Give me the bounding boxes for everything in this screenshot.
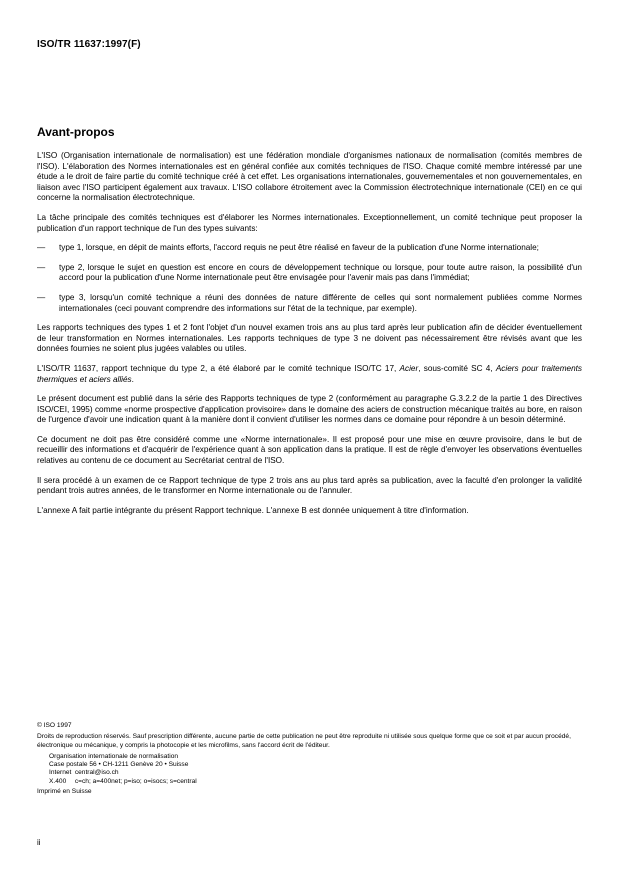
paragraph-examination: Il sera procédé à un examen de ce Rapport technique de type 2 trois ans au plus tard après sa publication, avec la faculté d'en prolonger la validité pendant trois autres années, de le transformer en Norme internationale ou de l'annuler. <box>37 475 582 496</box>
paragraph-publication-series: Le présent document est publié dans la série des Rapports techniques de type 2 (conformément au paragraphe G.3.2.2 de la partie 1 des Directives ISO/CEI, 1995) comme «norme prospective d'application provisoire» dans le domaine des aciers de construction mécanique traités au bore, en raison de l'urgence d'avoir une indication quant à la manière dont il convient d'utiliser les normes dans ce domaine pour répondre à un besoin déterminé. <box>37 394 582 425</box>
list-dash: — <box>37 262 46 272</box>
list-dash: — <box>37 292 46 302</box>
x400-row <box>49 778 582 786</box>
x400-label: X.400 <box>49 777 67 785</box>
publisher-address <box>37 753 582 786</box>
list-item <box>37 263 582 284</box>
postal-address: Case postale 56 • CH-1211 Genève 20 • Suisse <box>49 761 189 769</box>
internet-label: Internet <box>49 769 72 777</box>
paragraph-review: Les rapports techniques des types 1 et 2 font l'objet d'un nouvel examen trois ans au plus tard après leur publication afin de décider éventuellement de leur transformation en Normes internationales. Les rapports techniques de type 3 ne doivent pas nécessairement être révisés avant que les données fournies ne soient plus jugées valables ou utiles. <box>37 323 582 354</box>
rights-notice: Droits de reproduction réservés. Sauf prescription différente, aucune partie de cette publication ne peut être reproduite ni utilisée sous quelque forme que ce soit et par aucun procédé, électronique ou mécanique, y compris la photocopie et les microfilms, sans l'accord écrit de l'éditeur. <box>37 733 571 749</box>
internet-row <box>49 769 582 777</box>
copyright-line: © ISO 1997 <box>37 722 72 729</box>
printed-in: Imprimé en Suisse <box>37 788 92 796</box>
paragraph-annexes: L'annexe A fait partie intégrante du présent Rapport technique. L'annexe B est donnée uniquement à titre d'information. <box>37 505 469 515</box>
paragraph-committee-info <box>37 364 582 385</box>
paragraph-provisional: Ce document ne doit pas être considéré comme une «Norme internationale». Il est proposé pour une mise en œuvre provisoire, dans le but de recueillir des informations et d'acquérir de l'expérience quant à son application dans la pratique. Il est de règle d'envoyer les observations éventuelles relatives au contenu de ce document au Secrétariat central de l'ISO. <box>37 434 582 466</box>
publisher-org: Organisation internationale de normalisation <box>49 752 179 760</box>
list-item-text: type 3, lorsqu'un comité technique a réuni des données de nature différente de celles qui sont normalement publiées comme Normes internationales (ceci pouvant comprendre des informations sur l'état de la technique, par exemple). <box>59 292 582 313</box>
list-item-text: type 2, lorsque le sujet en question est encore en cours de développement technique ou lorsque, pour toute autre raison, la possibilité d'un accord pour la publication d'une Norme internationale peut être envisagée pour l'avenir mais pas dans l'immédiat; <box>59 262 582 283</box>
paragraph-technical-committees: La tâche principale des comités techniques est d'élaborer les Normes internationales. Exceptionnellement, un comité technique peut proposer la publication d'un rapport technique de l'un des types suivants: <box>37 212 582 233</box>
list-dash: — <box>37 243 46 253</box>
committee-text: . <box>131 374 134 384</box>
committee-text: , sous-comité SC 4, <box>418 363 496 373</box>
x400-address: c=ch; a=400net; p=iso; o=isocs; s=central <box>74 777 197 785</box>
committee-title-italic: Acier <box>399 363 419 373</box>
subcommittee-title-italic: Aciers pour traitements thermiques et aciers alliés <box>37 363 582 384</box>
copyright-footer <box>37 722 582 796</box>
paragraph-iso-intro: L'ISO (Organisation internationale de normalisation) est une fédération mondiale d'organismes nationaux de normalisation (comités membres de l'ISO). L'élaboration des Normes internationales est en général confiée aux comités techniques de l'ISO. Chaque comité membre intéressé par une étude a le droit de faire partie du comité technique créé à cet effet. Les organisations internationales, gouvernementales et non gouvernementales, en liaison avec l'ISO participent également aux travaux. L'ISO collabore étroitement avec la Commission électrotechnique internationale (CEI) en ce qui concerne la normalisation électrotechnique. <box>37 151 582 203</box>
page-number: ii <box>37 838 41 847</box>
section-title: Avant-propos <box>37 125 115 139</box>
list-item <box>37 293 582 314</box>
internet-address: central@iso.ch <box>74 769 119 777</box>
committee-text: L'ISO/TR 11637, rapport technique du type 2, a été élaboré par le comité technique ISO/TC 17, <box>37 363 400 373</box>
foreword-body <box>37 151 582 525</box>
list-item <box>37 243 582 254</box>
list-item-text: type 1, lorsque, en dépit de maints efforts, l'accord requis ne peut être réalisé en faveur de la publication d'une Norme internationale; <box>59 243 539 253</box>
document-identifier: ISO/TR 11637:1997(F) <box>37 39 141 50</box>
